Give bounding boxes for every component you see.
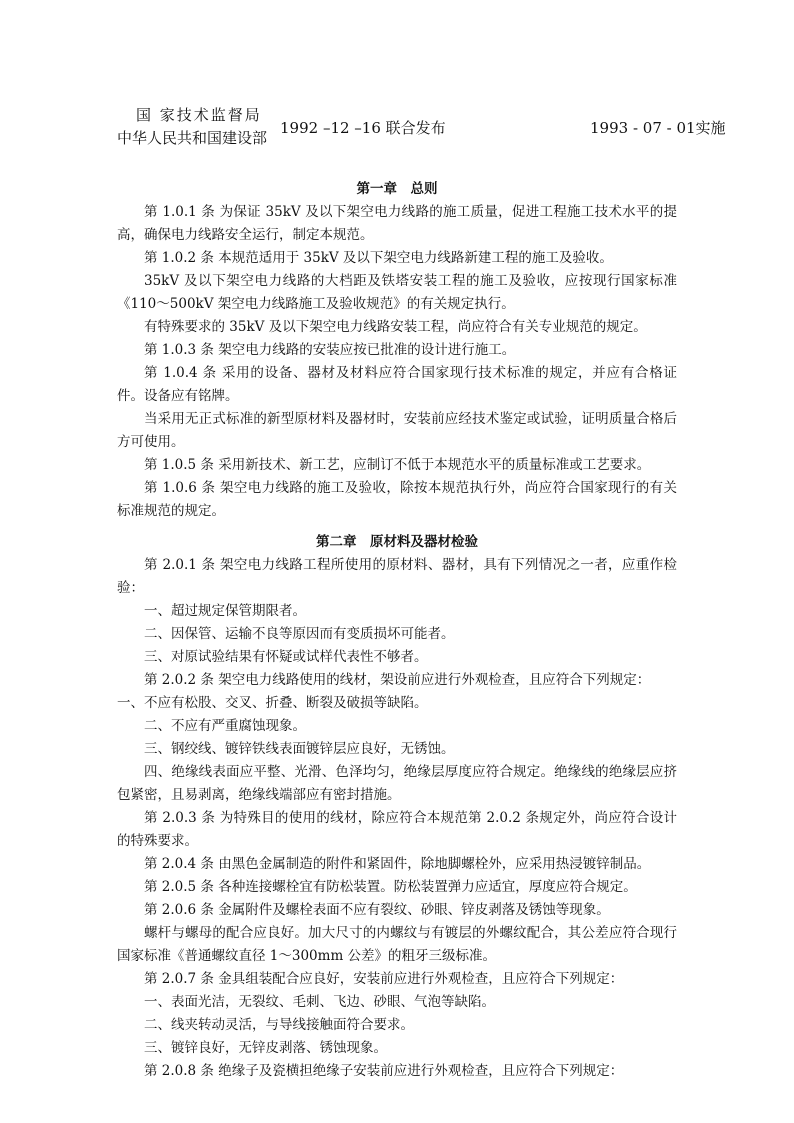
list-item: 二、因保管、运输不良等原因而有变质损坏可能者。 bbox=[144, 626, 455, 642]
list-item: 一、表面光洁，无裂纹、毛刺、飞边、砂眼、气泡等缺陷。 bbox=[144, 994, 495, 1010]
list-item: 二、不应有严重腐蚀现象。 bbox=[144, 718, 306, 734]
paragraph: 第 2.0.8 条 绝缘子及瓷横担绝缘子安装前应进行外观检查，且应符合下列规定： bbox=[144, 1063, 624, 1079]
paragraph: 第 2.0.3 条 为特殊目的使用的线材，除应符合本规范第 2.0.2 条规定外，尚应符合设计的特殊要求。 bbox=[117, 810, 677, 849]
paragraph: 有特殊要求的 35kV 及以下架空电力线路安装工程，尚应符合有关专业规范的规定。 bbox=[144, 319, 647, 335]
paragraph: 第 1.0.2 条 本规范适用于 35kV 及以下架空电力线路新建工程的施工及验收。 bbox=[144, 250, 613, 266]
list-item: 四、绝缘线表面应平整、光滑、色泽均匀，绝缘层厚度应符合规定。绝缘线的绝缘层应挤包紧密，且易剥离，绝缘线端部应有密封措施。 bbox=[117, 764, 677, 803]
paragraph: 第 1.0.1 条 为保证 35kV 及以下架空电力线路的施工质量，促进工程施工技术水平的提高，确保电力线路安全运行，制定本规范。 bbox=[117, 204, 677, 243]
issuer-line-1: 国 家技术监督局 bbox=[136, 106, 262, 124]
paragraph: 螺杆与螺母的配合应良好。加大尺寸的内螺纹与有镀层的外螺纹配合，其公差应符合现行国家标准《普通螺纹直径 1～300mm 公差》的粗牙三级标准。 bbox=[117, 925, 677, 964]
paragraph: 第 2.0.2 条 架空电力线路使用的线材，架设前应进行外观检查，且应符合下列规定： bbox=[144, 672, 651, 688]
paragraph: 当采用无正式标准的新型原材料及器材时，安装前应经技术鉴定或试验，证明质量合格后方可使用。 bbox=[117, 411, 677, 450]
paragraph: 第 2.0.5 条 各种连接螺栓宜有防松装置。防松装置弹力应适宜，厚度应符合规定。 bbox=[144, 879, 637, 895]
list-item: 二、线夹转动灵活，与导线接触面符合要求。 bbox=[144, 1017, 414, 1033]
paragraph: 第 1.0.6 条 架空电力线路的施工及验收，除按本规范执行外，尚应符合国家现行的有关标准规范的规定。 bbox=[117, 480, 677, 519]
list-item: 三、镀锌良好，无锌皮剥落、锈蚀现象。 bbox=[144, 1040, 387, 1056]
list-item: 三、钢绞线、镀锌铁线表面镀锌层应良好，无锈蚀。 bbox=[144, 741, 455, 757]
list-item: 三、对原试验结果有怀疑或试样代表性不够者。 bbox=[144, 649, 428, 665]
document-body bbox=[117, 178, 677, 1083]
chapter-title: 第二章 原材料及器材检验 bbox=[316, 534, 478, 550]
paragraph: 第 1.0.3 条 架空电力线路的安装应按已批准的设计进行施工。 bbox=[144, 342, 516, 358]
paragraph: 第 2.0.6 条 金属附件及螺栓表面不应有裂纹、砂眼、锌皮剥落及锈蚀等现象。 bbox=[144, 902, 610, 918]
issuer-line-2: 中华人民共和国建设部 bbox=[117, 129, 268, 147]
paragraph: 第 2.0.1 条 架空电力线路工程所使用的原材料、器材，具有下列情况之一者，应重作检验： bbox=[117, 557, 677, 596]
effective-date: 1993 - 07 - 01实施 bbox=[590, 119, 726, 137]
paragraph: 35kV 及以下架空电力线路的大档距及铁塔安装工程的施工及验收，应按现行国家标准《110～500kV 架空电力线路施工及验收规范》的有关规定执行。 bbox=[117, 273, 677, 312]
list-item: 一、超过规定保管期限者。 bbox=[144, 603, 306, 619]
paragraph: 第 1.0.4 条 采用的设备、器材及材料应符合国家现行技术标准的规定，并应有合格证件。设备应有铭牌。 bbox=[117, 365, 677, 404]
list-item: 一、不应有松股、交叉、折叠、断裂及破损等缺陷。 bbox=[117, 695, 428, 711]
paragraph: 第 1.0.5 条 采用新技术、新工艺，应制订不低于本规范水平的质量标准或工艺要求。 bbox=[144, 457, 651, 473]
issue-date: 1992 –12 –16 联合发布 bbox=[280, 119, 446, 137]
chapter-title: 第一章 总则 bbox=[356, 181, 438, 197]
paragraph: 第 2.0.4 条 由黑色金属制造的附件和紧固件，除地脚螺栓外，应采用热浸镀锌制品。 bbox=[144, 856, 651, 872]
paragraph: 第 2.0.7 条 金具组装配合应良好，安装前应进行外观检查，且应符合下列规定： bbox=[144, 971, 624, 987]
